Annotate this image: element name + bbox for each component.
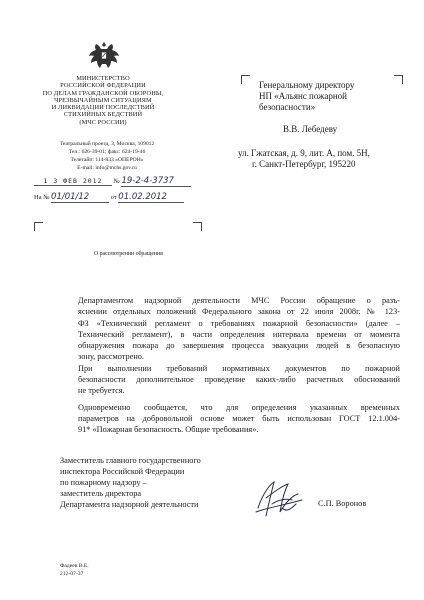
- letter-subject: О рассмотрении обращения: [94, 251, 163, 257]
- from-label: от: [110, 194, 117, 201]
- addressee-title: [259, 80, 354, 113]
- subject-corner-right: [193, 222, 202, 231]
- signer-position: [60, 455, 201, 510]
- number-prefix: №: [113, 178, 120, 185]
- addressee-corner-right: [394, 75, 403, 84]
- incoming-date: 01.02.2012: [118, 192, 167, 202]
- signer-line: по пожарному надзору –: [60, 478, 147, 487]
- signer-line: заместитель директора: [60, 489, 142, 498]
- body-line: Департаментом надзорной деятельности МЧС России обращение о разъ-: [78, 296, 400, 305]
- body-line: 91* «Пожарная безопасность. Общие требования».: [78, 425, 259, 435]
- contact-teletype: Телетайп: 114-833 «ОПЕРОН»: [70, 157, 144, 163]
- contact-address: Театральный проезд, 3, Москва, 109012: [59, 141, 155, 147]
- body-line: Одновременно сообщается, что для определения указанных временных: [78, 402, 400, 412]
- outgoing-number: 19-2-4-3737: [121, 176, 174, 186]
- body-line: обнаружения пожара до завершения процесса эвакуации людей в безопасную: [78, 341, 400, 351]
- addressee-corner-left: [241, 75, 250, 84]
- body-line: Технический регламент), в части определения интервала времени от момента: [78, 329, 400, 339]
- incoming-registration: [34, 192, 184, 203]
- body-paragraph: [60, 295, 400, 363]
- body-line: параметров на добровольной основе может быть использован ГОСТ 12.1.004-: [78, 413, 400, 423]
- executor-info: [60, 562, 89, 578]
- body-paragraph: [60, 402, 400, 436]
- contact-phone: Тел.: 626-39-01; факс: 624-19-46: [68, 149, 146, 155]
- address-street: ул. Гжатская, д. 9, лит. А, пом. 5Н,: [238, 148, 370, 158]
- ministry-header: [28, 75, 178, 126]
- letter-body: [60, 295, 400, 436]
- ministry-contacts: [32, 140, 182, 172]
- addressee-line: НП «Альянс пожарной: [259, 91, 347, 101]
- signer-line: инспектора Российской Федерации: [60, 467, 185, 476]
- ministry-line: СТИХИЙНЫХ БЕДСТВИЙ: [63, 111, 143, 119]
- body-line: ФЗ «Технический регламент о требованиях пожарной безопасности» (далее –: [78, 318, 400, 328]
- addressee-address: [238, 148, 370, 170]
- body-line: не требуется.: [78, 386, 125, 396]
- subject-corner-left: [34, 222, 43, 231]
- addressee-line: безопасности»: [259, 102, 316, 112]
- incoming-number: 01/01/12: [51, 192, 90, 202]
- addressee-line: Генеральному директору: [259, 80, 355, 90]
- address-city: г. Санкт-Петербург, 195220: [252, 159, 356, 169]
- outgoing-registration: [34, 176, 191, 187]
- stamp-date: 1 3 ФЕВ 2012: [43, 177, 103, 185]
- ministry-line: МИНИСТЕРСТВО: [76, 75, 130, 82]
- body-line: При выполнении требований нормативных документов по пожарной: [78, 363, 400, 373]
- signer-line: Заместитель главного государственного: [60, 456, 201, 465]
- ministry-line: И ЛИКВИДАЦИИ ПОСЛЕДСТВИЙ: [51, 104, 155, 112]
- body-line: яснении отдельных положений Федерального закона от 22 июля 2008г. № 123-: [78, 307, 400, 317]
- contact-email: E-mail: info@mchs.gov.ru: [77, 165, 137, 171]
- executor-name: Фадеев В.Е.: [60, 563, 89, 569]
- signer-name: С.П. Воронов: [318, 499, 367, 508]
- ministry-line: РОССИЙСКОЙ ФЕДЕРАЦИИ: [60, 82, 146, 90]
- on-label: На №: [34, 194, 50, 201]
- body-line: безопасности дополнительное проведение каких-либо расчетных обоснований: [78, 375, 400, 385]
- addressee-name: В.В. Лебедеву: [283, 124, 338, 134]
- handwritten-signature: [252, 478, 308, 522]
- coat-of-arms-icon: [86, 38, 122, 74]
- ministry-line: ПО ДЕЛАМ ГРАЖДАНСКОЙ ОБОРОНЫ,: [42, 89, 164, 97]
- ministry-line: (МЧС РОССИИ): [79, 118, 127, 126]
- signer-line: Департамента надзорной деятельности: [60, 500, 199, 509]
- body-paragraph: [60, 363, 400, 397]
- ministry-line: ЧРЕЗВЫЧАЙНЫМ СИТУАЦИЯМ: [54, 96, 152, 104]
- executor-phone: 212-07-37: [60, 571, 84, 577]
- body-line: зону, рассмотрено.: [78, 352, 144, 362]
